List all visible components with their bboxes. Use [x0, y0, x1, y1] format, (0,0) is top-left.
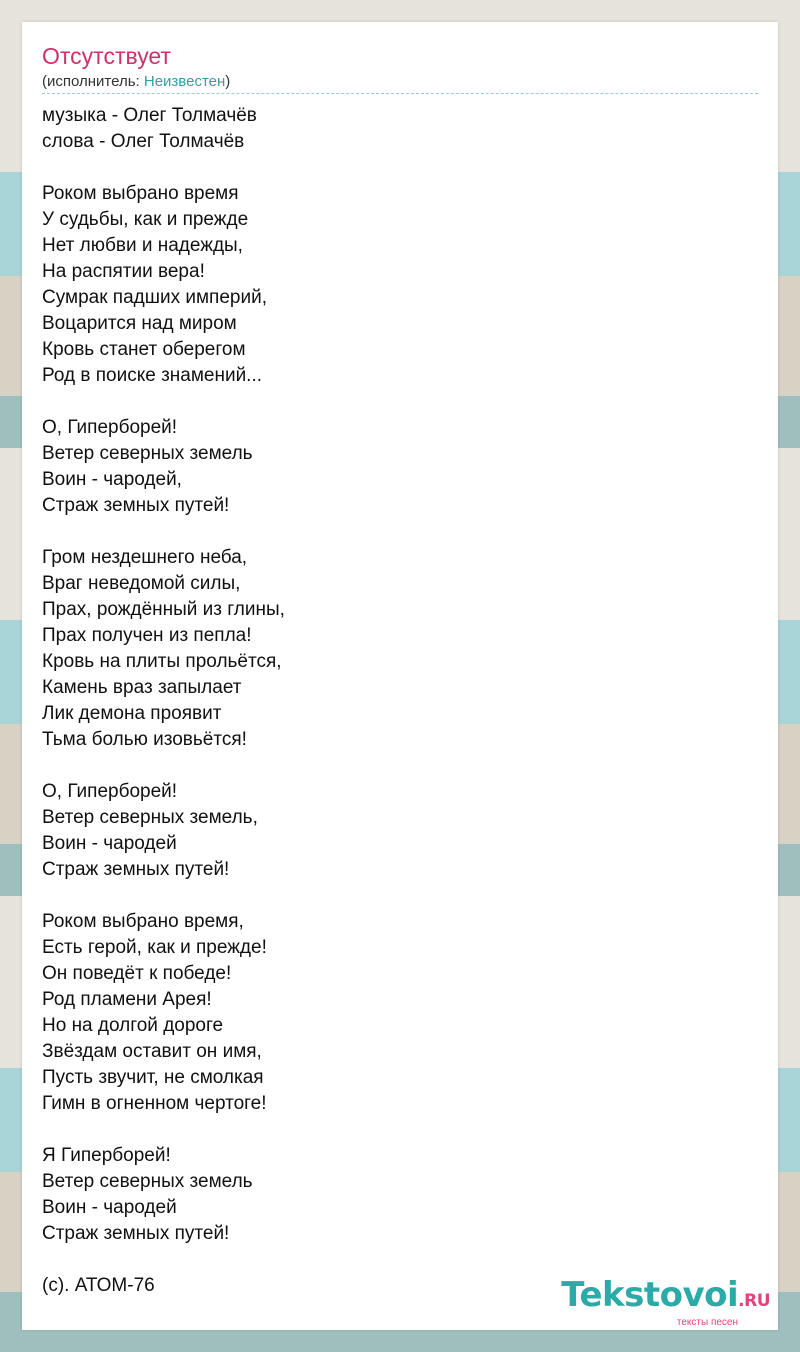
- lyric-line: [42, 753, 285, 779]
- logo-tld: .RU: [738, 1291, 770, 1311]
- lyric-line: Роком выбрано время: [42, 183, 239, 204]
- lyric-line: [42, 155, 285, 181]
- performer-suffix: ): [225, 73, 231, 90]
- lyric-line: [42, 389, 285, 415]
- lyric-line: слова - Олег Толмачёв: [42, 131, 245, 152]
- logo-wordmark: [561, 1277, 770, 1319]
- lyric-line: У судьбы, как и прежде: [42, 209, 249, 230]
- lyric-line: Камень враз запылает: [42, 677, 242, 698]
- lyric-line: Прах получен из пепла!: [42, 625, 252, 646]
- lyric-line: Ветер северных земель,: [42, 807, 258, 828]
- lyric-line: Роком выбрано время,: [42, 911, 244, 932]
- lyric-line: Гром нездешнего неба,: [42, 547, 248, 568]
- lyric-line: Воцарится над миром: [42, 313, 237, 334]
- lyric-line: Тьма болью изовьётся!: [42, 729, 247, 750]
- lyric-line: Воин - чародей,: [42, 469, 182, 490]
- lyric-line: Есть герой, как и прежде!: [42, 937, 267, 958]
- lyric-line: Он поведёт к победе!: [42, 963, 232, 984]
- lyric-line: Страж земных путей!: [42, 495, 230, 516]
- logo-name: Tekstovoi: [561, 1275, 739, 1315]
- lyric-line: Но на долгой дороге: [42, 1015, 224, 1036]
- title-divider: [42, 93, 758, 94]
- lyric-line: музыка - Олег Толмачёв: [42, 105, 257, 126]
- lyrics-card: [22, 22, 778, 1330]
- lyric-line: Гимн в огненном чертоге!: [42, 1093, 267, 1114]
- lyric-line: Воин - чародей: [42, 833, 177, 854]
- lyric-line: Страж земных путей!: [42, 1223, 230, 1244]
- site-logo[interactable]: [561, 1277, 770, 1329]
- lyric-line: Кровь станет оберегом: [42, 339, 246, 360]
- lyric-line: Звёздам оставит он имя,: [42, 1041, 262, 1062]
- lyric-line: Пусть звучит, не смолкая: [42, 1067, 264, 1088]
- performer-link[interactable]: Неизвестен: [143, 73, 226, 90]
- lyric-line: (с). АТОМ-76: [42, 1275, 155, 1296]
- lyric-line: Сумрак падших империй,: [42, 287, 267, 308]
- performer-prefix: (исполнитель:: [42, 73, 144, 90]
- lyric-line: Прах, рождённый из глины,: [42, 599, 285, 620]
- logo-tagline: тексты песен: [676, 1317, 738, 1328]
- lyric-line: Ветер северных земель: [42, 1171, 253, 1192]
- lyric-line: Нет любви и надежды,: [42, 235, 243, 256]
- lyric-line: Я Гиперборей!: [42, 1145, 171, 1166]
- lyric-line: Кровь на плиты прольётся,: [42, 651, 282, 672]
- lyric-line: Ветер северных земель: [42, 443, 253, 464]
- lyric-line: О, Гиперборей!: [42, 781, 178, 802]
- lyric-line: [42, 1247, 285, 1273]
- lyric-line: Страж земных путей!: [42, 859, 230, 880]
- lyrics-text: [42, 103, 285, 1299]
- lyric-line: [42, 883, 285, 909]
- song-title: Отсутствует: [42, 43, 171, 69]
- lyric-line: Род в поиске знамений...: [42, 365, 263, 386]
- lyric-line: Воин - чародей: [42, 1197, 177, 1218]
- lyric-line: Враг неведомой силы,: [42, 573, 241, 594]
- performer-line: [42, 72, 230, 92]
- lyric-line: Род пламени Арея!: [42, 989, 212, 1010]
- lyric-line: О, Гиперборей!: [42, 417, 178, 438]
- lyric-line: [42, 1117, 285, 1143]
- lyric-line: На распятии вера!: [42, 261, 205, 282]
- lyric-line: [42, 519, 285, 545]
- lyric-line: Лик демона проявит: [42, 703, 222, 724]
